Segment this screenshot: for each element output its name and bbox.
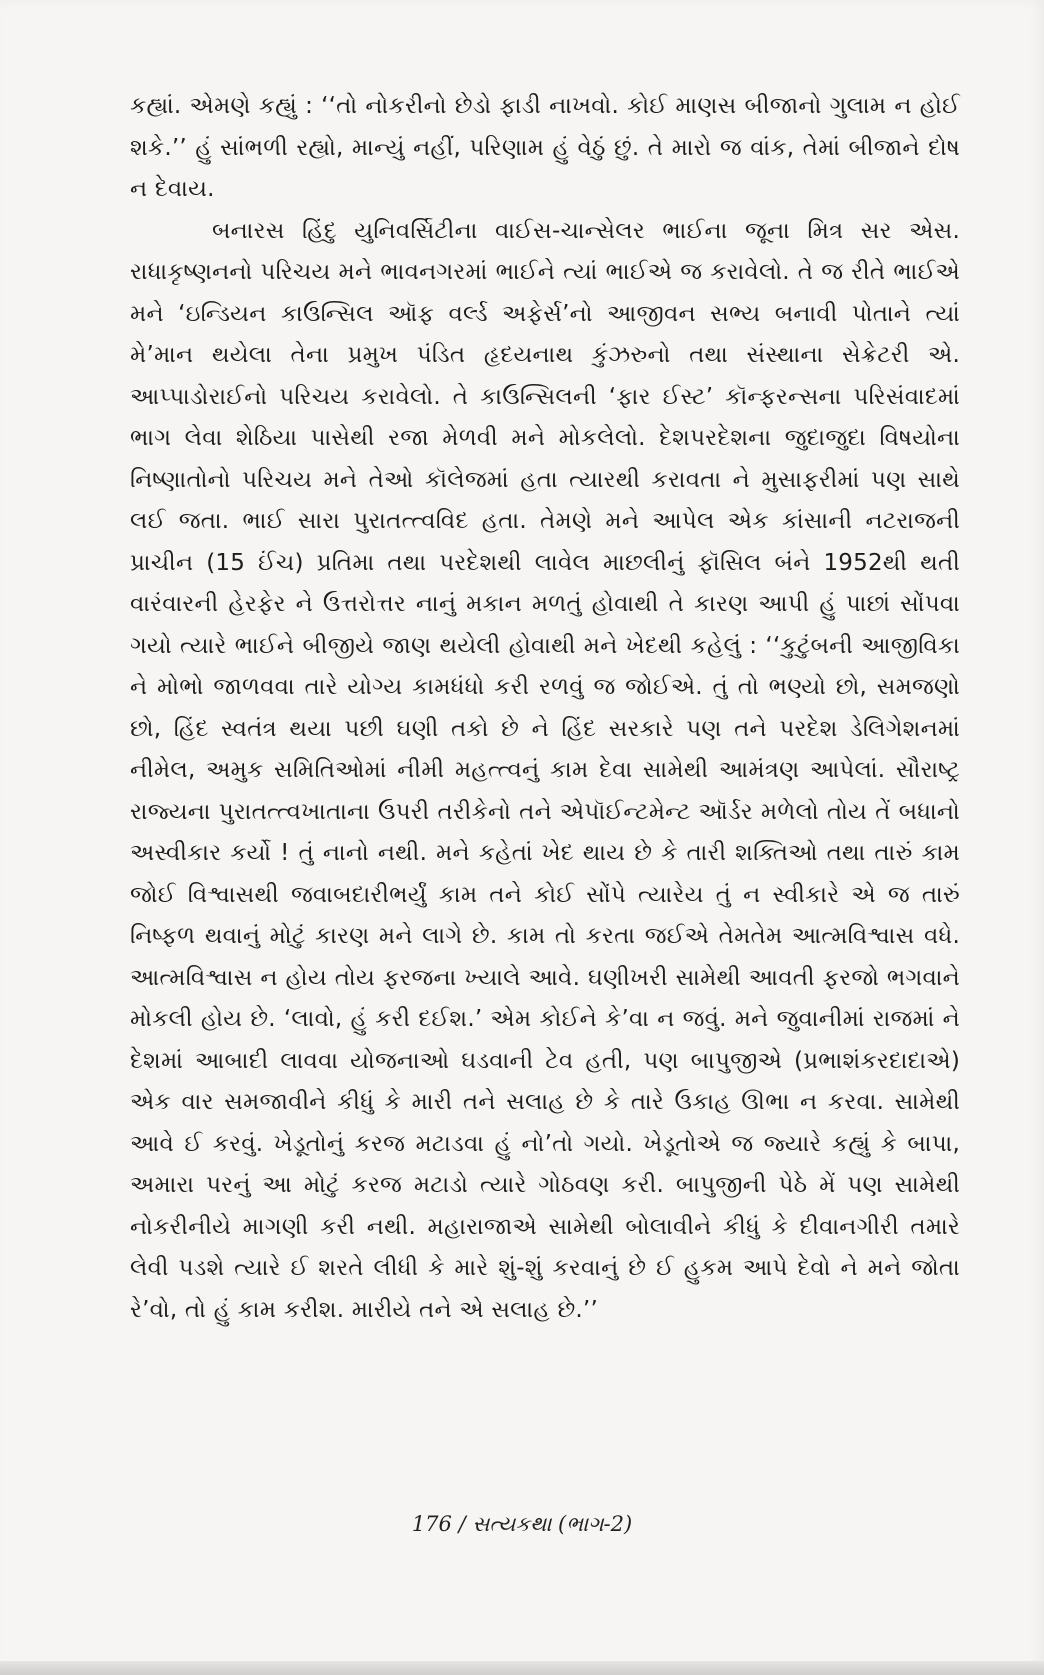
- body-text: [130, 86, 960, 1331]
- paragraph-1: કહ્યાં. એમણે કહ્યું : ‘‘તો નોકરીનો છેડો ફાડી નાખવો. કોઈ માણસ બીજાનો ગુલામ ન હોઈ શકે.’’ હું સાંભળી રહ્યો, માન્યું નહીં, પરિણામ હું વેઠું છું. તે મારો જ વાંક, તેમાં બીજાને દોષ ન દેવાય.: [130, 93, 960, 202]
- page-footer: 176 / સત્યકથા (ભાગ-2): [411, 1512, 633, 1536]
- paragraph-2: બનારસ હિંદુ યુનિવર્સિટીના વાઈસ-ચાન્સેલર ભાઈના જૂના મિત્ર સર એસ. રાધાકૃષ્ણનનો પરિચય મને ભાવનગરમાં ભાઈને ત્યાં ભાઈએ જ કરાવેલો. તે જ રીતે ભાઈએ મને ‘ઇન્ડિયન કાઉન્સિલ ઑફ વર્લ્ડ અફેર્સ’નો આજીવન સભ્ય બનાવી પોતાને ત્યાં મે’માન થયેલા તેના પ્રમુખ પંડિત હૃદયનાથ કુંઝરુનો તથા સંસ્થાના સેક્રેટરી એ. આપ્પાડોરાઈનો પરિચય કરાવેલો. તે કાઉન્સિલની ‘ફાર ઈસ્ટ’ કૉન્ફરન્સના પરિસંવાદમાં ભાગ લેવા શેઠિયા પાસેથી રજા મેળવી મને મોકલેલો. દેશપરદેશના જુદાજુદા વિષયોના નિષ્ણાતોનો પરિચય મને તેઓ કૉલેજમાં હતા ત્યારથી કરાવતા ને મુસાફરીમાં પણ સાથે લઈ જતા. ભાઈ સારા પુરાતત્ત્વવિદ હતા. તેમણે મને આપેલ એક કાંસાની નટરાજની પ્રાચીન (15 ઈંચ) પ્રતિમા તથા પરદેશથી લાવેલ માછલીનું ફૉસિલ બંને 1952થી થતી વારંવારની હેરફેર ને ઉત્તરોત્તર નાનું મકાન મળતું હોવાથી તે કારણ આપી હું પાછાં સોંપવા ગયો ત્યારે ભાઈને બીજીયે જાણ થયેલી હોવાથી મને ખેદથી કહેલું : ‘‘કુટુંબની આજીવિકા ને મોભો જાળવવા તારે યોગ્ય કામધંધો કરી રળવું જ જોઈએ. તું તો ભણ્યો છો, સમજણો છો, હિંદ સ્વતંત્ર થયા પછી ઘણી તકો છે ને હિંદ સરકારે પણ તને પરદેશ ડેલિગેશનમાં નીમેલ, અમુક સમિતિઓમાં નીમી મહત્ત્વનું કામ દેવા સામેથી આમંત્રણ આપેલાં. સૌરાષ્ટ્ર રાજ્યના પુરાતત્ત્વખાતાના ઉપરી તરીકેનો તને એપૉઈન્ટમેન્ટ ઑર્ડર મળેલો તોય તેં બધાનો અસ્વીકાર કર્યો ! તું નાનો નથી. મને કહેતાં ખેદ થાય છે કે તારી શક્તિઓ તથા તારું કામ જોઈ વિશ્વાસથી જવાબદારીભર્યું કામ તને કોઈ સોંપે ત્યારેય તું ન સ્વીકારે એ જ તારું નિષ્ફળ થવાનું મોટું કારણ મને લાગે છે. કામ તો કરતા જઈએ તેમતેમ આત્મવિશ્વાસ વધે. આત્મવિશ્વાસ ન હોય તોય ફરજના ખ્યાલે આવે. ઘણીખરી સામેથી આવતી ફરજો ભગવાને મોકલી હોય છે. ‘લાવો, હું કરી દઈશ.’ એમ કોઈને કે’વા ન જવું. મને જુવાનીમાં રાજમાં ને દેશમાં આબાદી લાવવા યોજનાઓ ઘડવાની ટેવ હતી, પણ બાપુજીએ (પ્રભાશંકરદાદાએ) એક વાર સમજાવીને કીધું કે મારી તને સલાહ છે કે તારે ઉકાહ ઊભા ન કરવા. સામેથી આવે ઈ કરવું. ખેડૂતોનું કરજ મટાડવા હું નો’તો ગયો. ખેડૂતોએ જ જ્યારે કહ્યું કે બાપા, અમારા પરનું આ મોટું કરજ મટાડો ત્યારે ગોઠવણ કરી. બાપુજીની પેઠે મેં પણ સામેથી નોકરીનીયે માગણી કરી નથી. મહારાજાએ સામેથી બોલાવીને કીધું કે દીવાનગીરી તમારે લેવી પડશે ત્યારે ઈ શરતે લીધી કે મારે શું-શું કરવાનું છે ઈ હુકમ આપે દેવો ને મને જોતા રે’વો, તો હું કામ કરીશ. મારીયે તને એ સલાહ છે.’’: [130, 217, 960, 1323]
